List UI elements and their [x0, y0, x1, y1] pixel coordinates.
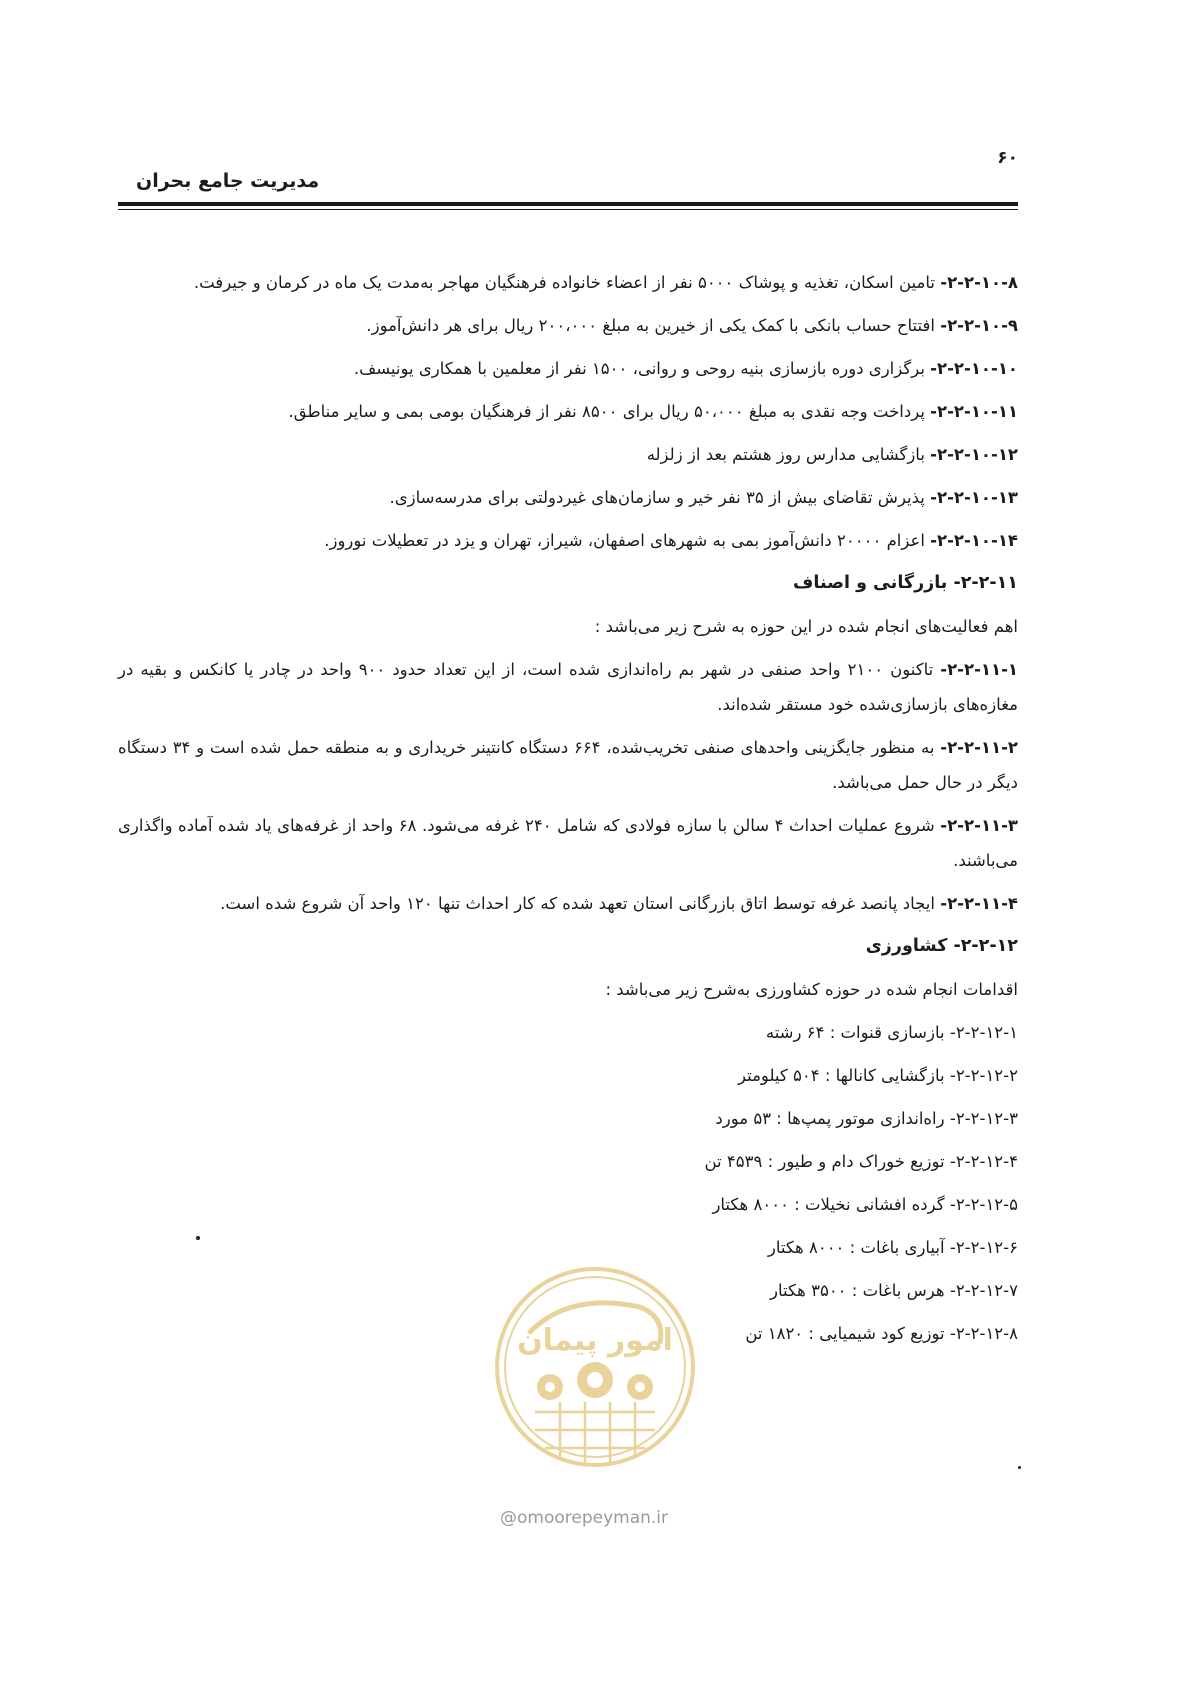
list-item: ۲-۲-۱۲-۶- آبیاری باغات : ۸۰۰۰ هکتار [767, 1238, 1018, 1257]
list-item: ۲-۲-۱۲-۵- گرده افشانی نخیلات : ۸۰۰۰ هکتار [712, 1195, 1018, 1214]
header-rule-thick [118, 202, 1018, 206]
list-item: ۲-۲-۱۱-۱- تاکنون ۲۱۰۰ واحد صنفی در شهر بم راه‌اندازی شده است، از این تعداد حدود ۹۰۰ واحد در چادر یا کانکس و بقیه در مغازه‌های بازسازی‌شده خود مستقر شده‌اند. [118, 660, 1018, 714]
list-item: ۲-۲-۱۰-۸- تامین اسکان، تغذیه و پوشاک ۵۰۰۰ نفر از اعضاء خانواده فرهنگیان مهاجر به‌مدت یک ماه در کرمان و جیرفت. [193, 273, 1018, 292]
list-item: ۲-۲-۱۲-۸- توزیع کود شیمیایی : ۱۸۲۰ تن [745, 1324, 1018, 1343]
list-item: ۲-۲-۱۲-۳- راه‌اندازی موتور پمپ‌ها : ۵۳ مورد [715, 1109, 1018, 1128]
list-item: ۲-۲-۱۱-۴- ایجاد پانصد غرفه توسط اتاق بازرگانی استان تعهد شده که کار احداث تنها ۱۲۰ واحد آن شروع شده است. [220, 894, 1018, 913]
body-text [118, 265, 1018, 1359]
list-item: ۲-۲-۱۲-۲- بازگشایی کانالها : ۵۰۴ کیلومتر [738, 1066, 1018, 1085]
list-item: ۲-۲-۱۰-۱۲- بازگشایی مدارس روز هشتم بعد از زلزله [646, 445, 1018, 464]
watermark-logo-icon [490, 1262, 700, 1472]
stray-mark [1018, 1466, 1021, 1469]
running-title: مدیریت جامع بحران [136, 170, 320, 192]
watermark-logo-text: امور پیمان [517, 1323, 673, 1358]
list-item: ۲-۲-۱۲-۴- توزیع خوراک دام و طیور : ۴۵۳۹ تن [704, 1152, 1018, 1171]
section-heading-agriculture: ۲-۲-۱۲- کشاورزی [865, 936, 1018, 956]
header-rule-thin [118, 209, 1018, 210]
list-item: ۲-۲-۱۰-۱۳- پذیرش تقاضای بیش از ۳۵ نفر خیر و سازمان‌های غیردولتی برای مدرسه‌سازی. [389, 488, 1018, 507]
list-item: ۲-۲-۱۰-۹- افتتاح حساب بانکی با کمک یکی از خیرین به مبلغ ۲۰۰،۰۰۰ ریال برای هر دانش‌آموز. [366, 316, 1018, 335]
list-item: ۲-۲-۱۰-۱۴- اعزام ۲۰۰۰۰ دانش‌آموز بمی به شهرهای اصفهان، شیراز، تهران و یزد در تعطیلات نوروز. [324, 531, 1018, 550]
page-number: ۶۰ [997, 148, 1018, 168]
section-heading-commerce: ۲-۲-۱۱- بازرگانی و اصناف [793, 573, 1018, 593]
list-item: ۲-۲-۱۱-۲- به منظور جایگزینی واحدهای صنفی تخریب‌شده، ۶۶۴ دستگاه کانتینر خریداری و به منطقه حمل شده است و ۳۴ دستگاه دیگر در حال حمل می‌باشد. [118, 738, 1018, 792]
list-item: ۲-۲-۱۱-۳- شروع عملیات احداث ۴ سالن با سازه فولادی که شامل ۲۴۰ غرفه می‌شود. ۶۸ واحد از غرفه‌های یاد شده آماده واگذاری می‌باشند. [118, 816, 1019, 870]
list-item: ۲-۲-۱۲-۷- هرس باغات : ۳۵۰۰ هکتار [770, 1281, 1018, 1300]
section-intro: اقدامات انجام شده در حوزه کشاورزی به‌شرح زیر می‌باشد : [605, 980, 1018, 999]
section-intro: اهم فعالیت‌های انجام شده در این حوزه به شرح زیر می‌باشد : [594, 617, 1018, 636]
page-header [118, 148, 1018, 208]
stray-mark [196, 1236, 200, 1240]
list-item: ۲-۲-۱۰-۱۱- پرداخت وجه نقدی به مبلغ ۵۰،۰۰۰ ریال برای ۸۵۰۰ نفر از فرهنگیان بومی بمی و سایر مناطق. [288, 402, 1018, 421]
list-item: ۲-۲-۱۲-۱- بازسازی قنوات : ۶۴ رشته [765, 1023, 1018, 1042]
list-item: ۲-۲-۱۰-۱۰- برگزاری دوره بازسازی بنیه روحی و روانی، ۱۵۰۰ نفر از معلمین با همکاری یونیسف. [353, 359, 1018, 378]
watermark-url: @omoorepeyman.ir [500, 1508, 669, 1528]
